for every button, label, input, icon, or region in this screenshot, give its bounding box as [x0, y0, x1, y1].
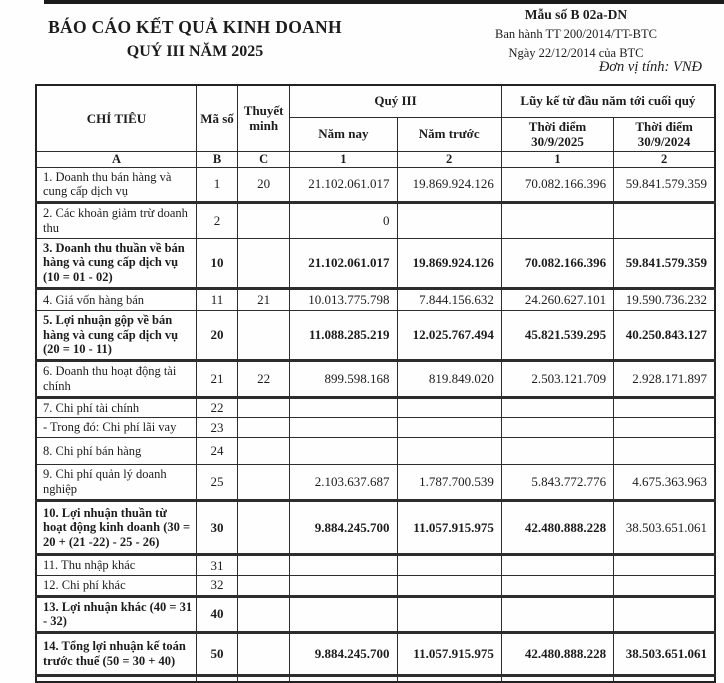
- col-letter-2b: 2: [614, 151, 715, 167]
- cell-nam-nay: [290, 596, 397, 633]
- header-thuyet-minh: Thuyết minh: [238, 85, 290, 151]
- header-thoi-diem-2024: Thời điểm 30/9/2024: [614, 117, 715, 151]
- form-number: Mẫu số B 02a-DN: [524, 7, 628, 22]
- cell-nam-nay: 9.884.245.700: [290, 633, 397, 676]
- cell-luyke-2024: [614, 438, 715, 465]
- col-letter-a: A: [36, 151, 196, 167]
- cell-nam-truoc: 19.869.924.126: [397, 167, 501, 203]
- cell-luyke-2025: [501, 555, 613, 576]
- table-row: [36, 501, 715, 555]
- col-letter-b: B: [196, 151, 237, 167]
- col-letter-1b: 1: [501, 151, 613, 167]
- cell-ma-so: 40: [196, 596, 237, 633]
- cell-nam-nay: 0: [290, 203, 397, 239]
- cell-nam-truoc: [397, 418, 501, 438]
- col-letter-c: C: [238, 151, 290, 167]
- table-row: [36, 397, 715, 418]
- cell-thuyet-minh: [238, 596, 290, 633]
- cell-thuyet-minh: [238, 238, 290, 288]
- header-nam-truoc: Năm trước: [397, 117, 501, 151]
- cell-luyke-2024: [614, 575, 715, 596]
- cell-luyke-2024: 59.841.579.359: [614, 167, 715, 203]
- cell-thuyet-minh: [238, 397, 290, 418]
- table-row: [36, 418, 715, 438]
- cell-luyke-2025: 70.082.166.396: [501, 167, 613, 203]
- cell-chi-tieu: 13. Lợi nhuận khác (40 = 31 - 32): [36, 596, 196, 633]
- form-reference-block: [438, 5, 714, 63]
- table-row: [36, 310, 715, 360]
- cell-luyke-2024: 40.250.843.127: [614, 310, 715, 360]
- cell-nam-truoc: 11.057.915.975: [397, 633, 501, 676]
- cell-luyke-2025: [501, 575, 613, 596]
- income-statement-table: [35, 84, 716, 683]
- cell-chi-tieu: 9. Chi phí quản lý doanh nghiệp: [36, 465, 196, 501]
- cell-thuyet-minh: 22: [238, 361, 290, 398]
- cell-nam-nay: 10.013.775.798: [290, 288, 397, 310]
- cell-ma-so: 1: [196, 167, 237, 203]
- cell-luyke-2025: 70.082.166.396: [501, 238, 613, 288]
- cell-nam-truoc: [397, 596, 501, 633]
- cell-nam-truoc: [397, 438, 501, 465]
- table-row: [36, 438, 715, 465]
- col-letter-2a: 2: [397, 151, 501, 167]
- cell-thuyet-minh: [238, 203, 290, 239]
- cell-nam-truoc: [397, 397, 501, 418]
- cell-thuyet-minh: [238, 438, 290, 465]
- cell-luyke-2024: [614, 676, 715, 683]
- cell-thuyet-minh: [238, 633, 290, 676]
- table-row: [36, 633, 715, 676]
- cell-nam-nay: 21.102.061.017: [290, 238, 397, 288]
- form-issue-date: Ngày 22/12/2014 của BTC: [508, 46, 644, 60]
- cell-luyke-2025: [501, 596, 613, 633]
- header-luy-ke: Lũy kế từ đầu năm tới cuối quý: [501, 85, 715, 117]
- cell-luyke-2025: [501, 438, 613, 465]
- cell-chi-tieu: - Trong đó: Chi phí lãi vay: [36, 418, 196, 438]
- cell-luyke-2024: 4.675.363.963: [614, 465, 715, 501]
- report-title: [28, 17, 362, 61]
- cell-chi-tieu: 3. Doanh thu thuần về bán hàng và cung cấp dịch vụ (10 = 01 - 02): [36, 238, 196, 288]
- header-ma-so: Mã số: [196, 85, 237, 151]
- table-row: [36, 596, 715, 633]
- cell-ma-so: 32: [196, 575, 237, 596]
- table-row: [36, 288, 715, 310]
- cell-ma-so: 31: [196, 555, 237, 576]
- cell-ma-so: [196, 676, 237, 683]
- cell-thuyet-minh: [238, 465, 290, 501]
- cell-luyke-2024: 2.928.171.897: [614, 361, 715, 398]
- cell-chi-tieu: 4. Giá vốn hàng bán: [36, 288, 196, 310]
- cell-nam-truoc: [397, 575, 501, 596]
- cell-luyke-2024: 19.590.736.232: [614, 288, 715, 310]
- cell-luyke-2024: [614, 397, 715, 418]
- cell-luyke-2024: 38.503.651.061: [614, 633, 715, 676]
- unit-note: Đơn vị tính: VNĐ: [598, 59, 702, 75]
- header-chi-tieu: CHỈ TIÊU: [36, 85, 196, 151]
- cell-nam-truoc: [397, 676, 501, 683]
- cell-nam-nay: [290, 555, 397, 576]
- report-table-body: [36, 167, 715, 682]
- header-quy-iii: Quý III: [290, 85, 502, 117]
- cell-luyke-2024: [614, 418, 715, 438]
- cell-luyke-2025: 24.260.627.101: [501, 288, 613, 310]
- cell-ma-so: 24: [196, 438, 237, 465]
- cell-chi-tieu: 5. Lợi nhuận gộp về bán hàng và cung cấp dịch vụ (20 = 10 - 11): [36, 310, 196, 360]
- cell-luyke-2024: [614, 203, 715, 239]
- cell-chi-tieu: 1. Doanh thu bán hàng và cung cấp dịch vụ: [36, 167, 196, 203]
- cell-luyke-2024: [614, 596, 715, 633]
- table-row: [36, 203, 715, 239]
- cell-ma-so: 21: [196, 361, 237, 398]
- col-letter-1a: 1: [290, 151, 397, 167]
- cell-nam-truoc: 19.869.924.126: [397, 238, 501, 288]
- cell-ma-so: 2: [196, 203, 237, 239]
- cell-chi-tieu: 7. Chi phí tài chính: [36, 397, 196, 418]
- cell-nam-truoc: 1.787.700.539: [397, 465, 501, 501]
- cell-nam-nay: [290, 418, 397, 438]
- table-row: [36, 361, 715, 398]
- cell-thuyet-minh: [238, 418, 290, 438]
- cell-chi-tieu: 2. Các khoản giảm trừ doanh thu: [36, 203, 196, 239]
- table-row: [36, 167, 715, 203]
- cell-nam-nay: 899.598.168: [290, 361, 397, 398]
- cell-nam-nay: 9.884.245.700: [290, 501, 397, 555]
- cell-luyke-2025: [501, 397, 613, 418]
- cell-chi-tieu: 10. Lợi nhuận thuần từ hoạt động kinh doanh (30 = 20 + (21 -22) - 25 - 26): [36, 501, 196, 555]
- report-title-line2: QUÝ III NĂM 2025: [126, 43, 264, 60]
- cell-thuyet-minh: [238, 310, 290, 360]
- cell-nam-truoc: [397, 555, 501, 576]
- cell-thuyet-minh: [238, 501, 290, 555]
- cell-luyke-2025: 42.480.888.228: [501, 633, 613, 676]
- cell-thuyet-minh: [238, 555, 290, 576]
- cell-thuyet-minh: [238, 676, 290, 683]
- cell-ma-so: 11: [196, 288, 237, 310]
- cell-nam-nay: [290, 676, 397, 683]
- cell-thuyet-minh: 20: [238, 167, 290, 203]
- header-row-groups: [36, 85, 715, 117]
- header-nam-nay: Năm nay: [290, 117, 397, 151]
- cell-chi-tieu: 6. Doanh thu hoạt động tài chính: [36, 361, 196, 398]
- cell-chi-tieu: 14. Tổng lợi nhuận kế toán trước thuế (50 = 30 + 40): [36, 633, 196, 676]
- table-row: [36, 676, 715, 683]
- report-title-line1: BÁO CÁO KẾT QUẢ KINH DOANH: [48, 17, 342, 37]
- cell-nam-nay: [290, 397, 397, 418]
- cell-chi-tieu: 11. Thu nhập khác: [36, 555, 196, 576]
- cell-luyke-2025: 2.503.121.709: [501, 361, 613, 398]
- cell-luyke-2025: [501, 203, 613, 239]
- table-row: [36, 575, 715, 596]
- cell-luyke-2025: 45.821.539.295: [501, 310, 613, 360]
- cell-nam-nay: [290, 575, 397, 596]
- table-row: [36, 465, 715, 501]
- cell-nam-nay: 11.088.285.219: [290, 310, 397, 360]
- cell-luyke-2024: 38.503.651.061: [614, 501, 715, 555]
- cell-nam-truoc: 11.057.915.975: [397, 501, 501, 555]
- cell-luyke-2024: [614, 555, 715, 576]
- cell-ma-so: 20: [196, 310, 237, 360]
- cell-ma-so: 22: [196, 397, 237, 418]
- cell-luyke-2025: [501, 418, 613, 438]
- cell-nam-nay: 21.102.061.017: [290, 167, 397, 203]
- form-issued-by: Ban hành TT 200/2014/TT-BTC: [495, 27, 657, 42]
- cell-luyke-2024: 59.841.579.359: [614, 238, 715, 288]
- cell-nam-truoc: [397, 203, 501, 239]
- table-row: [36, 555, 715, 576]
- cell-chi-tieu: [36, 676, 196, 683]
- cell-nam-truoc: 7.844.156.632: [397, 288, 501, 310]
- cell-thuyet-minh: 21: [238, 288, 290, 310]
- cell-ma-so: 10: [196, 238, 237, 288]
- cell-ma-so: 25: [196, 465, 237, 501]
- scan-edge-bar: [44, 0, 724, 4]
- cell-chi-tieu: 12. Chi phí khác: [36, 575, 196, 596]
- cell-ma-so: 50: [196, 633, 237, 676]
- cell-ma-so: 30: [196, 501, 237, 555]
- cell-nam-nay: [290, 438, 397, 465]
- header-row-letters: [36, 151, 715, 167]
- cell-ma-so: 23: [196, 418, 237, 438]
- cell-nam-nay: 2.103.637.687: [290, 465, 397, 501]
- cell-chi-tieu: 8. Chi phí bán hàng: [36, 438, 196, 465]
- table-row: [36, 238, 715, 288]
- cell-nam-truoc: 819.849.020: [397, 361, 501, 398]
- header-thoi-diem-2025: Thời điểm 30/9/2025: [501, 117, 613, 151]
- cell-luyke-2025: [501, 676, 613, 683]
- cell-nam-truoc: 12.025.767.494: [397, 310, 501, 360]
- cell-thuyet-minh: [238, 575, 290, 596]
- cell-luyke-2025: 5.843.772.776: [501, 465, 613, 501]
- cell-luyke-2025: 42.480.888.228: [501, 501, 613, 555]
